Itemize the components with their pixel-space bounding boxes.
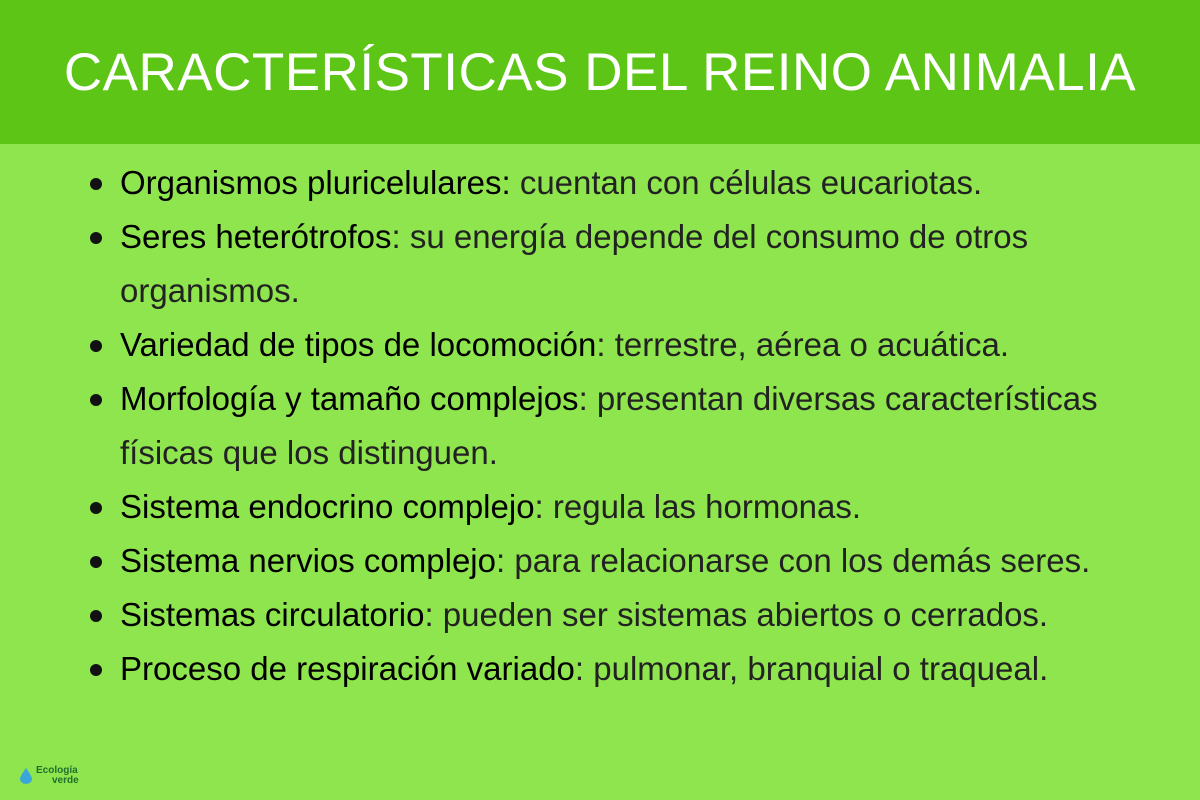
- list-item: [120, 588, 1120, 642]
- bullet-icon: [90, 178, 102, 190]
- item-term: Organismos pluricelulares:: [120, 164, 511, 201]
- item-description: : pueden ser sistemas abiertos o cerrados.: [424, 596, 1049, 633]
- list-item: [120, 318, 1120, 372]
- page-title: CARACTERÍSTICAS DEL REINO ANIMALIA: [63, 42, 1137, 102]
- water-drop-icon: [20, 768, 32, 784]
- list-item: [120, 372, 1120, 480]
- characteristics-list: [0, 156, 1200, 696]
- bullet-icon: [90, 232, 102, 244]
- bullet-icon: [90, 394, 102, 406]
- logo-line-2: verde: [52, 775, 79, 786]
- item-term: Proceso de respiración variado: [120, 650, 575, 687]
- item-description: : regula las hormonas.: [534, 488, 862, 525]
- item-description: : terrestre, aérea o acuática.: [596, 326, 1010, 363]
- bullet-icon: [90, 502, 102, 514]
- bullet-icon: [90, 664, 102, 676]
- item-description: cuentan con células eucariotas.: [510, 164, 983, 201]
- header-banner: [0, 0, 1200, 144]
- bullet-icon: [90, 556, 102, 568]
- item-description: : pulmonar, branquial o traqueal.: [574, 650, 1049, 687]
- list-item: [120, 480, 1120, 534]
- list-item: [120, 156, 1120, 210]
- item-description: : para relacionarse con los demás seres.: [496, 542, 1091, 579]
- list-item: [120, 210, 1120, 318]
- content-area: [0, 156, 1200, 696]
- item-term: Sistema endocrino complejo: [120, 488, 535, 525]
- logo-wordmark: [36, 766, 79, 786]
- item-term: Seres heterótrofos: [120, 218, 392, 255]
- item-term: Sistema nervios complejo: [120, 542, 496, 579]
- list-item: [120, 534, 1120, 588]
- item-term: Variedad de tipos de locomoción: [120, 326, 597, 363]
- ecologia-verde-logo: [20, 762, 79, 790]
- bullet-icon: [90, 340, 102, 352]
- item-term: Morfología y tamaño complejos: [120, 380, 579, 417]
- list-item: [120, 642, 1120, 696]
- item-description: : presentan diversas características físicas que los distinguen.: [120, 380, 1098, 471]
- item-term: Sistemas circulatorio: [120, 596, 425, 633]
- bullet-icon: [90, 610, 102, 622]
- item-description: : su energía depende del consumo de otros organismos.: [120, 218, 1029, 309]
- logo-line-1: Ecología: [36, 765, 78, 776]
